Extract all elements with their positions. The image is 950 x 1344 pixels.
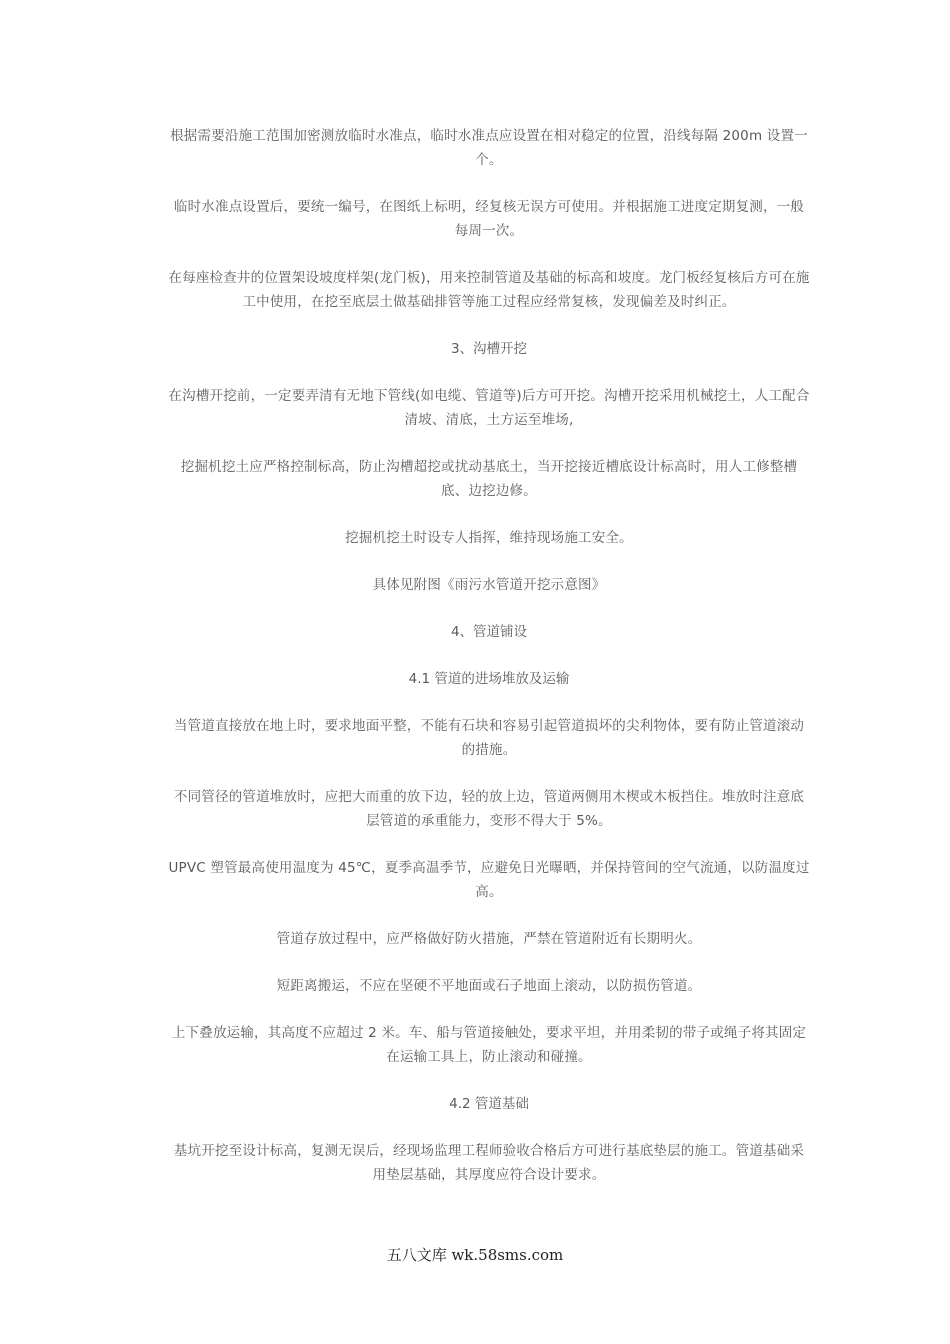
body-paragraph: 短距离搬运，不应在坚硬不平地面或石子地面上滚动，以防损伤管道。 xyxy=(276,978,702,994)
section-heading: 4、管道铺设 xyxy=(450,624,528,640)
document-body xyxy=(168,124,810,1210)
body-paragraph: 不同管径的管道堆放时，应把大而重的放下边，轻的放上边，管道两侧用木楔或木板挡住。堆放时注意底层管道的承重能力，变形不得大于 5%。 xyxy=(173,789,805,829)
section-heading: 4.2 管道基础 xyxy=(449,1096,529,1112)
body-paragraph: 上下叠放运输，其高度不应超过 2 米。车、船与管道接触处，要求平坦，并用柔韧的带子或绳子将其固定在运输工具上，防止滚动和碰撞。 xyxy=(171,1025,807,1065)
body-paragraph: 根据需要沿施工范围加密测放临时水准点，临时水准点应设置在相对稳定的位置，沿线每隔 200m 设置一个。 xyxy=(170,128,808,168)
body-paragraph: 在沟槽开挖前，一定要弄清有无地下管线(如电缆、管道等)后方可开挖。沟槽开挖采用机械挖土，人工配合清坡、清底，土方运至堆场, xyxy=(168,388,810,428)
body-paragraph: 具体见附图《雨污水管道开挖示意图》 xyxy=(372,577,606,593)
section-heading: 4.1 管道的进场堆放及运输 xyxy=(408,671,570,687)
body-paragraph: 挖掘机挖土时设专人指挥，维持现场施工安全。 xyxy=(345,530,633,546)
body-paragraph: 管道存放过程中，应严格做好防火措施，严禁在管道附近有长期明火。 xyxy=(276,931,702,947)
body-paragraph: 在每座检查井的位置架设坡度样架(龙门板)，用来控制管道及基础的标高和坡度。龙门板经复核后方可在施工中使用，在挖至底层土做基础排管等施工过程应经常复核，发现偏差及时纠正。 xyxy=(168,270,810,310)
footer-watermark: 五八文库 wk.58sms.com xyxy=(386,1246,564,1264)
body-paragraph: 基坑开挖至设计标高，复测无误后，经现场监理工程师验收合格后方可进行基底垫层的施工。管道基础采用垫层基础，其厚度应符合设计要求。 xyxy=(173,1143,805,1183)
body-paragraph: UPVC 塑管最高使用温度为 45℃，夏季高温季节，应避免日光曝晒，并保持管间的空气流通，以防温度过高。 xyxy=(168,860,810,900)
section-heading: 3、沟槽开挖 xyxy=(450,341,528,357)
body-paragraph: 挖掘机挖土应严格控制标高，防止沟槽超挖或扰动基底土，当开挖接近槽底设计标高时，用人工修整槽底、边挖边修。 xyxy=(180,459,798,499)
body-paragraph: 临时水准点设置后，要统一编号，在图纸上标明，经复核无误方可使用。并根据施工进度定期复测，一般每周一次。 xyxy=(173,199,805,239)
body-paragraph: 当管道直接放在地上时，要求地面平整，不能有石块和容易引起管道损坏的尖利物体，要有防止管道滚动的措施。 xyxy=(173,718,805,758)
